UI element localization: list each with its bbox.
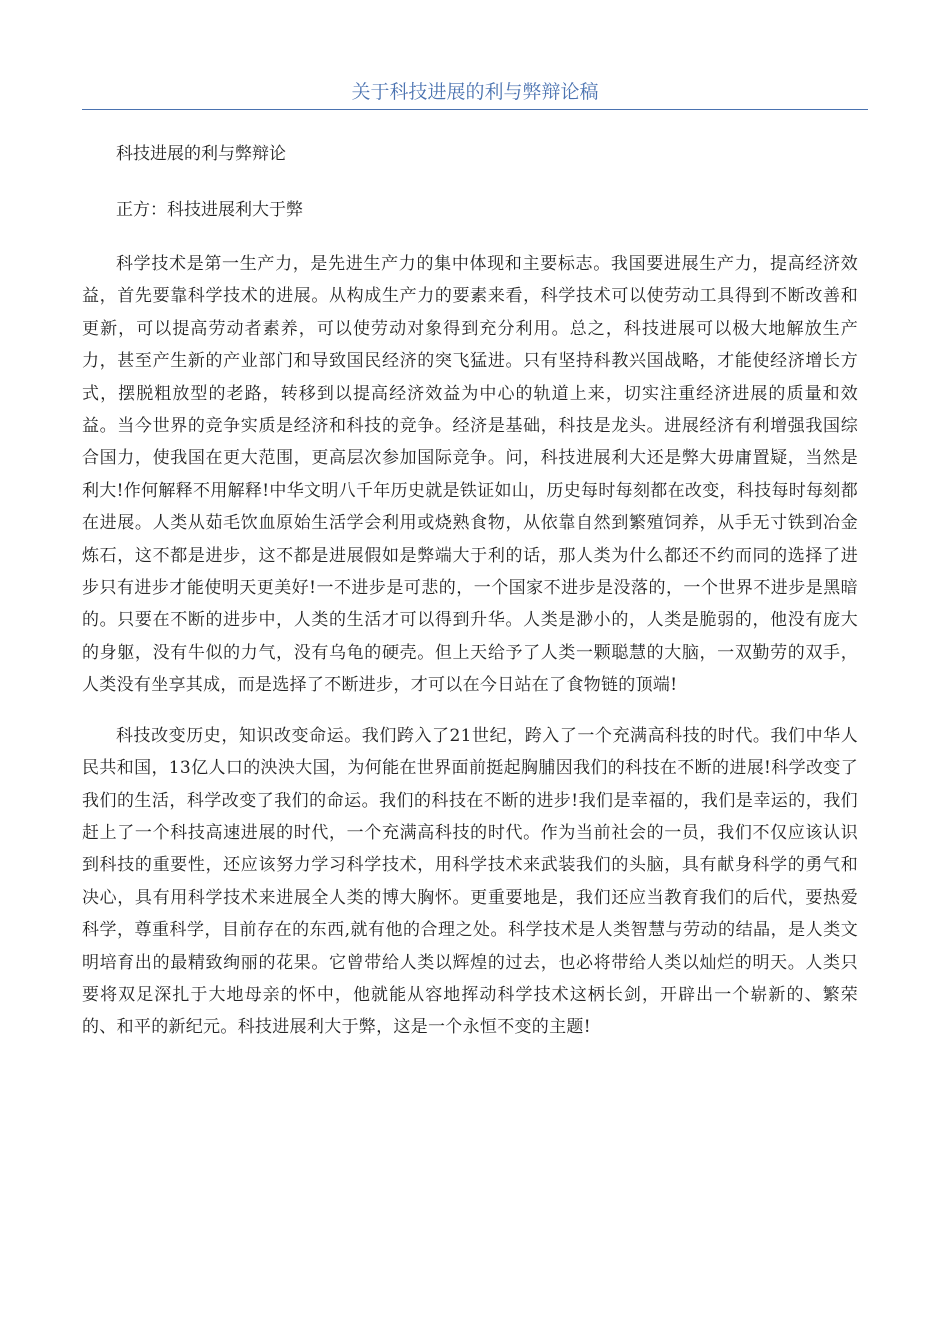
document-body bbox=[82, 120, 858, 1044]
document-heading: 科技进展的利与弊辩论 bbox=[116, 144, 286, 164]
body-paragraph-1: 科学技术是第一生产力，是先进生产力的集中体现和主要标志。我国要进展生产力，提高经济效益，首先要靠科学技术的进展。从构成生产力的要素来看，科学技术可以使劳动工具得到不断改善和更新，可以提高劳动者素养，可以使劳动对象得到充分利用。总之，科技进展可以极大地解放生产力，甚至产生新的产业部门和导致国民经济的突飞猛进。只有坚持科教兴国战略，才能使经济增长方式，摆脱粗放型的老路，转移到以提高经济效益为中心的轨道上来，切实注重经济进展的质量和效益。当今世界的竞争实质是经济和科技的竞争。经济是基础，科技是龙头。进展经济有利增强我国综合国力，使我国在更大范围，更高层次参加国际竞争。问，科技进展利大还是弊大毋庸置疑，当然是利大!作何解释不用解释!中华文明八千年历史就是铁证如山，历史每时每刻都在改变，科技每时每刻都在进展。人类从茹毛饮血原始生活学会利用或烧熟食物，从依靠自然到繁殖饲养，从手无寸铁到冶金炼石，这不都是进步，这不都是进展假如是弊端大于利的话，那人类为什么都还不约而同的选择了进步只有进步才能使明天更美好!一不进步是可悲的，一个国家不进步是没落的，一个世界不进步是黑暗的。只要在不断的进步中，人类的生活才可以得到升华。人类是渺小的，人类是脆弱的，他没有庞大的身躯，没有牛似的力气，没有乌龟的硬壳。但上天给予了人类一颗聪慧的大脑，一双勤劳的双手，人类没有坐享其成，而是选择了不断进步，才可以在今日站在了食物链的顶端! bbox=[82, 254, 858, 696]
page-header-title: 关于科技进展的利与弊辩论稿 bbox=[351, 81, 599, 103]
debate-position: 正方：科技进展利大于弊 bbox=[116, 200, 303, 220]
header-divider bbox=[82, 109, 868, 110]
body-paragraph-2: 科技改变历史，知识改变命运。我们跨入了21世纪，跨入了一个充满高科技的时代。我们中华人民共和国，13亿人口的泱泱大国，为何能在世界面前挺起胸脯因我们的科技在不断的进展!科学改变了我们的生活，科学改变了我们的命运。我们的科技在不断的进步!我们是幸福的，我们是幸运的，我们赶上了一个科技高速进展的时代，一个充满高科技的时代。作为当前社会的一员，我们不仅应该认识到科技的重要性，还应该努力学习科学技术，用科学技术来武装我们的头脑，具有献身科学的勇气和决心，具有用科学技术来进展全人类的博大胸怀。更重要地是，我们还应当教育我们的后代，要热爱科学，尊重科学，目前存在的东西,就有他的合理之处。科学技术是人类智慧与劳动的结晶，是人类文明培育出的最精致绚丽的花果。它曾带给人类以辉煌的过去，也必将带给人类以灿烂的明天。人类只要将双足深扎于大地母亲的怀中，他就能从容地挥动科学技术这柄长剑，开辟出一个崭新的、繁荣的、和平的新纪元。科技进展利大于弊，这是一个永恒不变的主题! bbox=[82, 725, 858, 1038]
